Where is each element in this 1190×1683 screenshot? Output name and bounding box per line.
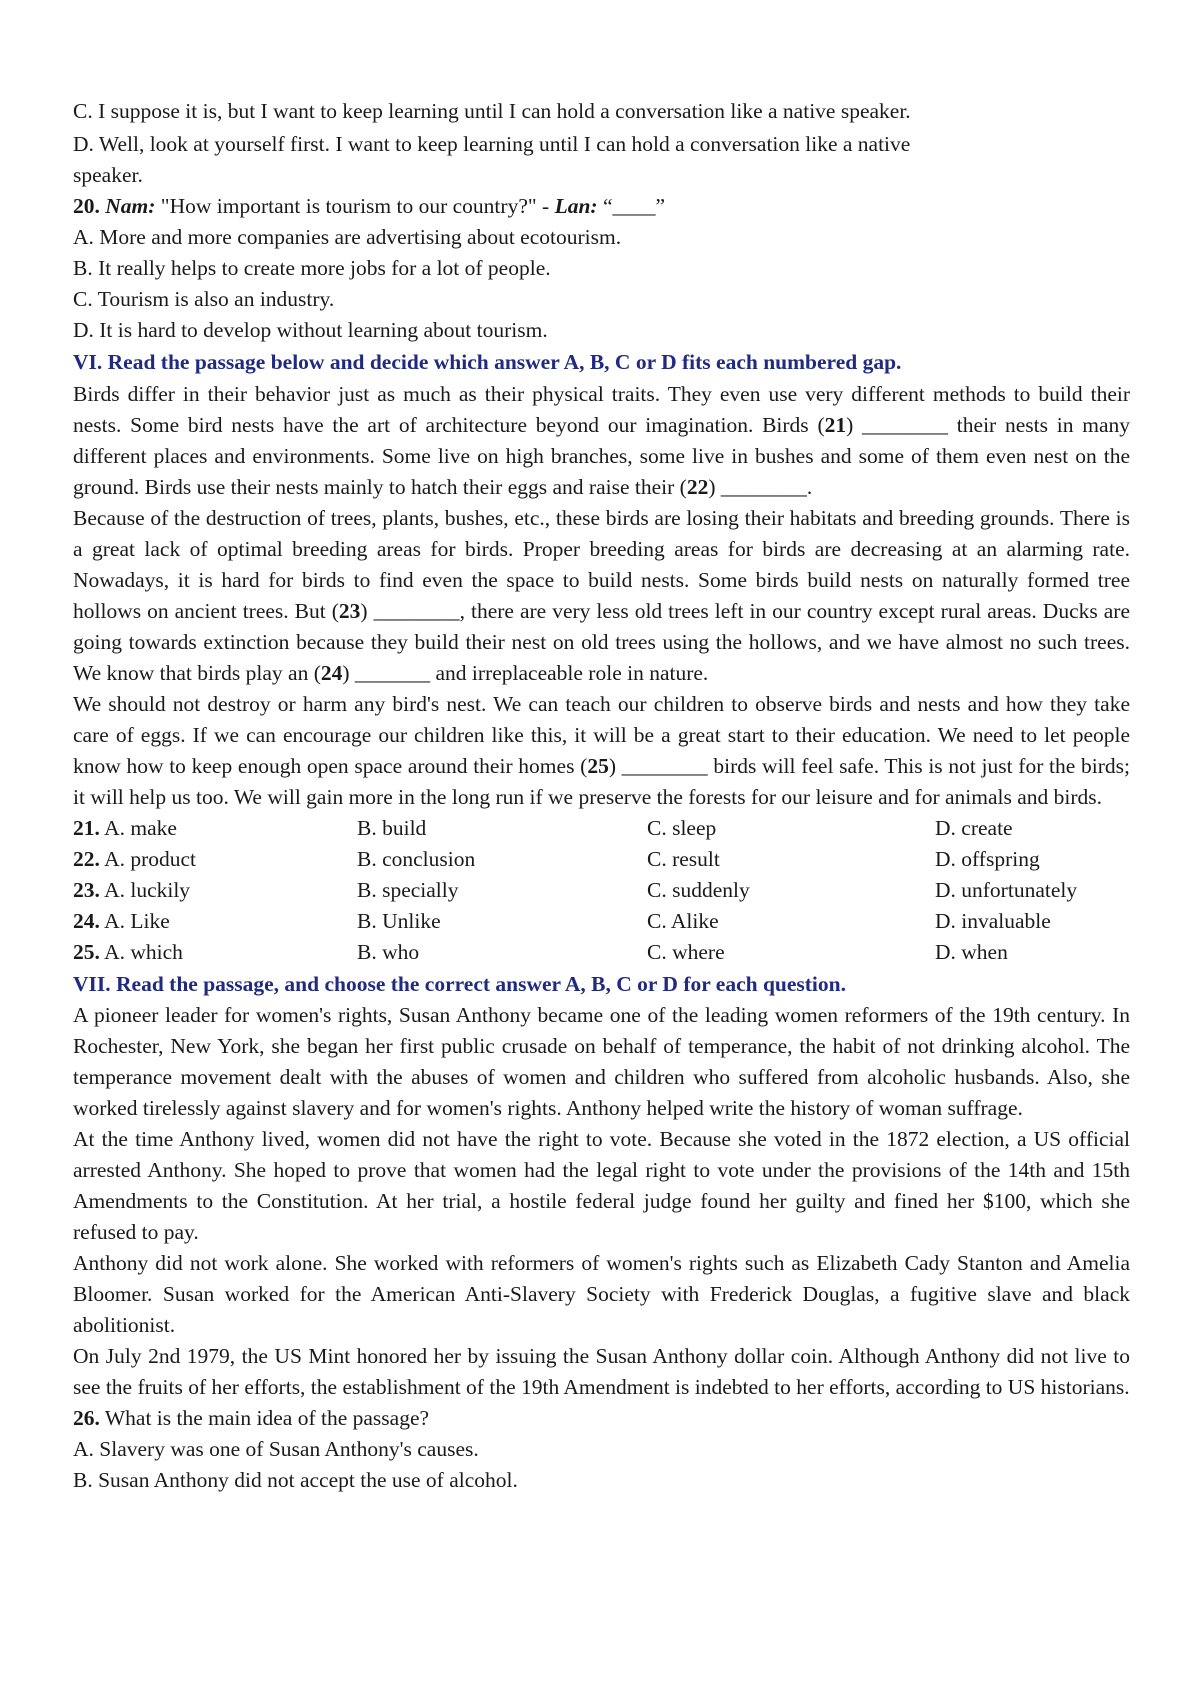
question-25-row	[73, 937, 1130, 968]
q26-number: 26.	[73, 1406, 100, 1430]
worksheet-page	[73, 96, 1130, 1496]
gap-22: 22	[686, 475, 709, 499]
option-b: B. who	[357, 940, 420, 964]
option-a	[73, 937, 357, 968]
section-7-paragraph-1: A pioneer leader for women's rights, Susan Anthony became one of the leading women reformers of the 19th century. In Rochester, New York, she began her first public crusade on behalf of temperance, the habit of not drinking alcohol. The temperance movement dealt with the abuses of women and children who suffered from alcoholic husbands. Also, she worked tirelessly against slavery and for women's rights. Anthony helped write the history of woman suffrage.	[73, 1003, 1130, 1120]
option-text: A. make	[99, 816, 177, 840]
option-a	[73, 813, 357, 844]
q20-number: 20.	[73, 194, 100, 218]
q26-option-a: A. Slavery was one of Susan Anthony's causes.	[73, 1437, 479, 1461]
section-6-paragraph-3	[73, 689, 1130, 813]
answer-options-table	[73, 813, 1130, 968]
option-d: D. offspring	[935, 847, 1040, 871]
q26-question	[73, 1403, 1130, 1434]
question-number: 24.	[73, 909, 100, 933]
q19-option-c: C. I suppose it is, but I want to keep learning until I can hold a conversation like a native speaker.	[73, 99, 911, 123]
option-text: A. product	[99, 847, 197, 871]
q20-text: "How important is tourism to our country?" -	[155, 194, 555, 218]
section-6-heading: VI. Read the passage below and decide which answer A, B, C or D fits each numbered gap.	[73, 350, 902, 374]
option-text: A. which	[99, 940, 183, 964]
option-d: D. invaluable	[935, 909, 1051, 933]
section-7-paragraph-2: At the time Anthony lived, women did not have the right to vote. Because she voted in the 1872 election, a US official arrested Anthony. She hoped to prove that women had the legal right to vote under the provisions of the 14th and 15th Amendments to the Constitution. At her trial, a hostile federal judge found her guilty and fined her $100, which she refused to pay.	[73, 1127, 1130, 1244]
option-d: D. create	[935, 816, 1013, 840]
speaker-nam: Nam:	[105, 194, 156, 218]
option-d: D. unfortunately	[935, 878, 1078, 902]
option-c: C. result	[647, 847, 720, 871]
q26-option-b: B. Susan Anthony did not accept the use of alcohol.	[73, 1468, 518, 1492]
question-24-row	[73, 906, 1130, 937]
option-b: B. Unlike	[357, 909, 441, 933]
option-c: C. Alike	[647, 909, 719, 933]
question-number: 25.	[73, 940, 100, 964]
gap-25: 25	[587, 754, 609, 778]
text-span: ) ________.	[708, 475, 813, 499]
question-number: 21.	[73, 816, 100, 840]
text-span: ) ________ their nests in many different places and environments. Some live on high branches, some live in bushes and some of them even nest on the ground. Birds use their nests mainly to hatch their eggs and raise their (	[73, 413, 1130, 499]
question-22-row	[73, 844, 1130, 875]
q20-question	[73, 191, 1130, 222]
question-number: 23.	[73, 878, 100, 902]
section-7-paragraph-3: Anthony did not work alone. She worked with reformers of women's rights such as Elizabeth Cady Stanton and Amelia Bloomer. Susan worked for the American Anti-Slavery Society with Frederick Douglas, a fugitive slave and black abolitionist.	[73, 1251, 1130, 1337]
section-6-paragraph-2	[73, 503, 1130, 689]
text-span: ) _______ and irreplaceable role in nature.	[342, 661, 709, 685]
q20-option-b: B. It really helps to create more jobs for a lot of people.	[73, 256, 551, 280]
option-c: C. where	[647, 940, 725, 964]
q20-option-d: D. It is hard to develop without learning about tourism.	[73, 318, 548, 342]
text-span: Birds differ in their behavior just as much as their physical traits. They even use very different methods to build their nests. Some bird nests have the art of architecture beyond our imagination. Birds (	[73, 382, 1130, 437]
option-a	[73, 844, 357, 875]
question-21-row	[73, 813, 1130, 844]
option-b: B. build	[357, 816, 427, 840]
option-c: C. sleep	[647, 816, 717, 840]
gap-24: 24	[320, 661, 343, 685]
question-23-row	[73, 875, 1130, 906]
option-b: B. conclusion	[357, 847, 476, 871]
q20-blank: “____”	[597, 194, 666, 218]
q26-text: What is the main idea of the passage?	[99, 1406, 430, 1430]
option-b: B. specially	[357, 878, 459, 902]
q20-option-c: C. Tourism is also an industry.	[73, 287, 335, 311]
option-a	[73, 875, 357, 906]
gap-23: 23	[338, 599, 361, 623]
option-a	[73, 906, 357, 937]
text-span: ) ________ birds will feel safe. This is not just for the birds; it will help us too. We will gain more in the long run if we preserve the forests for our leisure and for animals and birds.	[73, 754, 1130, 809]
q19-option-d-line2: speaker.	[73, 163, 143, 187]
question-number: 22.	[73, 847, 100, 871]
option-text: A. Like	[99, 909, 170, 933]
gap-21: 21	[824, 413, 847, 437]
section-6-paragraph-1	[73, 379, 1130, 503]
text-span: We should not destroy or harm any bird's nest. We can teach our children to observe birds and nests and how they take care of eggs. If we can encourage our children like this, it will be a great start to their education. We need to let people know how to keep enough open space around their homes (	[73, 692, 1130, 778]
section-7-paragraph-4: On July 2nd 1979, the US Mint honored her by issuing the Susan Anthony dollar coin. Although Anthony did not live to see the fruits of her efforts, the establishment of the 19th Amendment is indebted to her efforts, according to US historians.	[73, 1344, 1130, 1399]
text-span: ) ________, there are very less old trees left in our country except rural areas. Ducks are going towards extinction because they build their nest on old trees using the hollows, and we have almost no such trees. We know that birds play an (	[73, 599, 1130, 685]
option-d: D. when	[935, 940, 1008, 964]
q19-option-d-line1: D. Well, look at yourself first. I want to keep learning until I can hold a conversation like a native	[73, 132, 911, 156]
q20-option-a: A. More and more companies are advertising about ecotourism.	[73, 225, 622, 249]
option-text: A. luckily	[99, 878, 191, 902]
option-c: C. suddenly	[647, 878, 750, 902]
text-span: Because of the destruction of trees, plants, bushes, etc., these birds are losing their habitats and breeding grounds. There is a great lack of optimal breeding areas for birds. Proper breeding areas for birds are decreasing at an alarming rate. Nowadays, it is hard for birds to find even the space to build nests. Some birds build nests on naturally formed tree hollows on ancient trees. But (	[73, 506, 1130, 623]
speaker-lan: Lan:	[554, 194, 598, 218]
section-7-heading: VII. Read the passage, and choose the correct answer A, B, C or D for each question.	[73, 972, 846, 996]
